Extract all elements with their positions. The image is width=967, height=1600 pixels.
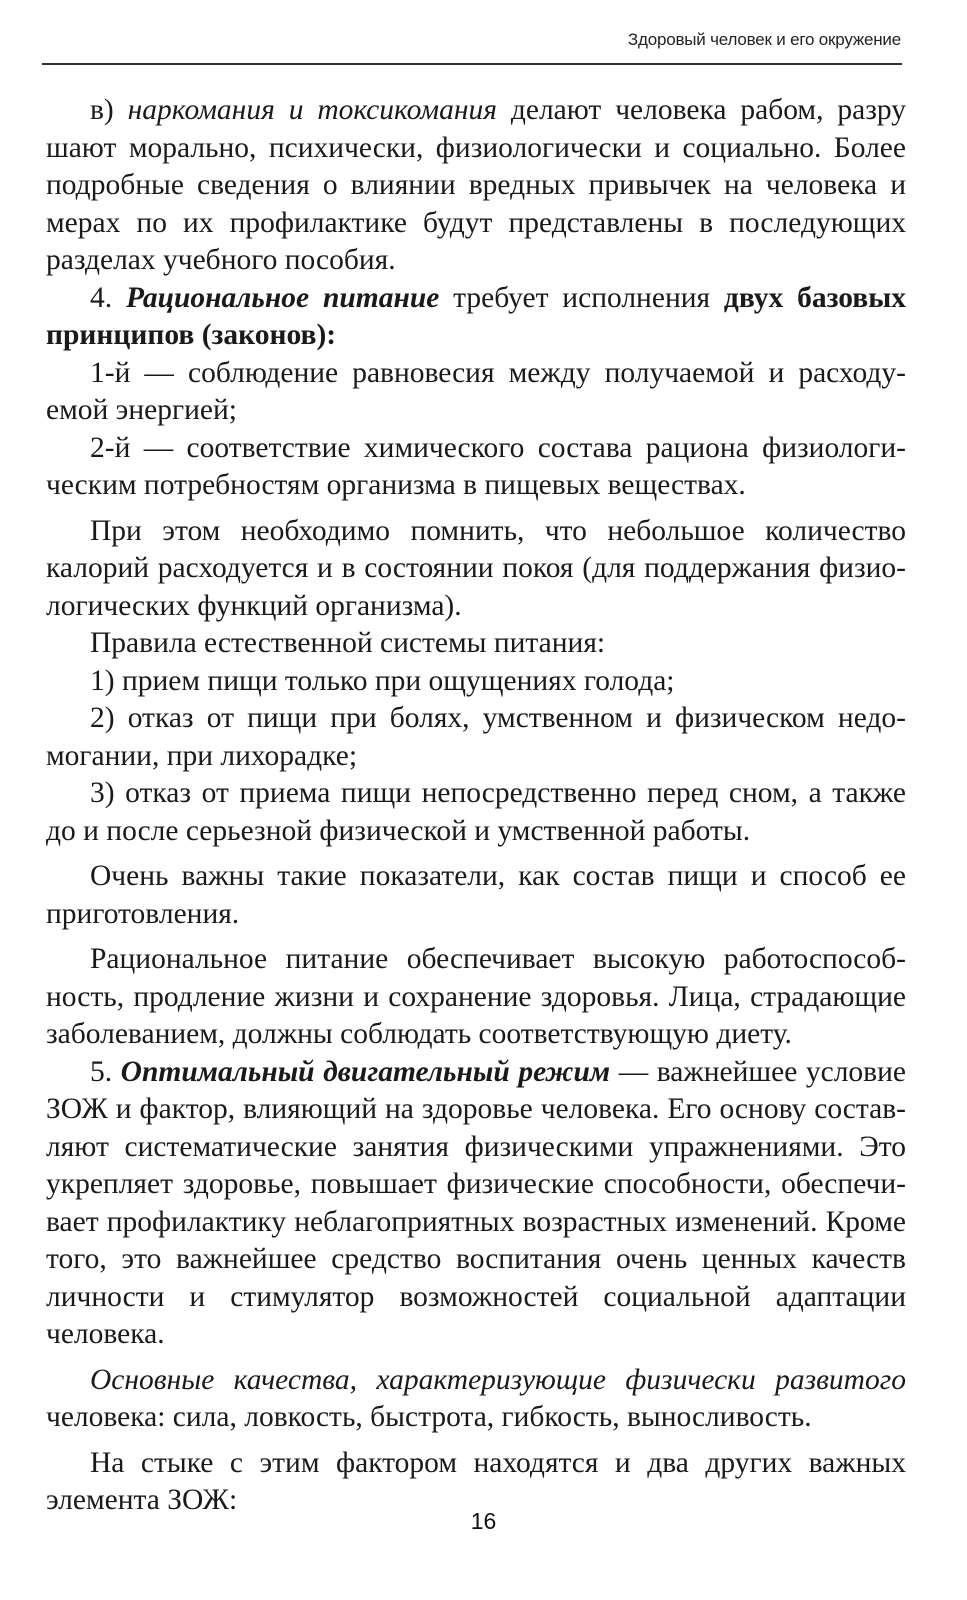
text-prefix: 4. (90, 281, 126, 314)
text-prefix: 5. (90, 1055, 121, 1088)
text-body: — важнейшее условие ЗОЖ и фактор, влияющий на здоровье человека. Его основу составляют систематические занятия физическими упражнениями. Это укрепляет здоровье, повышает физические способности, обеспечивает профилактику неблагоприятных возрастных изменений. Кроме того, это важнейшее средство воспитания очень ценных качеств личности и стимулятор возможностей социальной адаптации человека. (46, 1055, 906, 1350)
paragraph-rules-heading: Правила естественной системы питания: (90, 627, 606, 659)
paragraph-rule-2: 2) отказ от пищи при болях, умственном и физическом недомогании, при лихорадке; (46, 702, 906, 772)
page-number: 16 (470, 1508, 497, 1534)
paragraph-other-elements: На стыке с этим фактором находятся и два других важных элемента ЗОЖ: (46, 1446, 906, 1516)
page-body (46, 92, 906, 1520)
paragraph-motor-regime (46, 1054, 906, 1354)
paragraph-calories: При этом необходимо помнить, что небольшое количество калорий расходуется и в состоянии покоя (для поддержания физиологических функций организма). (46, 514, 906, 622)
paragraph-rule-1: 1) прием пищи только при ощущениях голода; (90, 664, 675, 697)
paragraph-rational-nutrition (46, 280, 906, 355)
header-rule (42, 63, 902, 65)
paragraph-principle-2: 2-й — соответствие химического состава рациона физиологическим потребностям организма в пищевых веществах. (46, 431, 906, 501)
text-body: требует исполнения (439, 281, 724, 314)
italic-term: Основные качества, характеризующие физически развитого (90, 1363, 906, 1396)
bold-italic-term: Оптимальный двигательный режим (120, 1055, 611, 1088)
bold-italic-term: Рациональное питание (125, 281, 440, 314)
paragraph-principle-1: 1-й — соблюдение равновесия между получаемой и расходуемой энергией; (46, 356, 906, 426)
paragraph-rule-3: 3) отказ от приема пищи непосредственно перед сном, а также до и после серьезной физической и умственной работы. (46, 777, 906, 847)
text-body: делают человека рабом, разру шают морально, психически, физиологически и социально. Более подробные сведения о влиянии вредных привычек на человека и мерах по их профилактике будут представлены в последующих разделах учебного пособия. (46, 94, 906, 276)
italic-term: наркомания и токсикомания (127, 94, 497, 126)
bold-phrase: двух базовых принципов (законов): (46, 281, 906, 351)
text-prefix: в) (90, 94, 128, 126)
paragraph-addictions (46, 92, 906, 280)
running-head-title: Здоровый человек и его окружение (627, 30, 901, 49)
paragraph-physical-qualities (46, 1362, 906, 1437)
text-body: человека: сила, ловкость, быстрота, гибкость, выносливость. (46, 1401, 812, 1433)
paragraph-benefits: Рациональное питание обеспечивает высокую работоспособность, продление жизни и сохранение здоровья. Лица, страдающие заболеванием, должны соблюдать соответствующую диету. (46, 943, 906, 1050)
paragraph-indicators: Очень важны такие показатели, как состав пищи и способ ее приготовления. (46, 860, 906, 930)
